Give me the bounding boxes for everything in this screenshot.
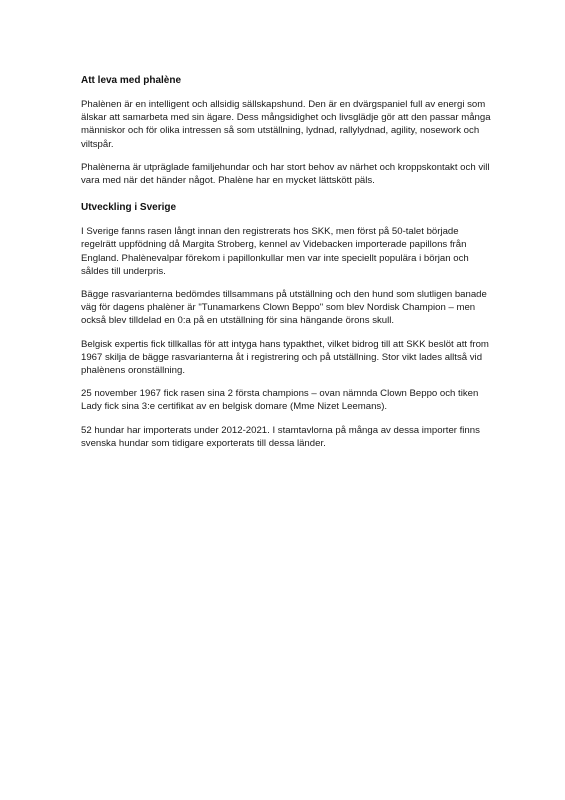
paragraph: Phalènen är en intelligent och allsidig sällskapshund. Den är en dvärgspaniel full av energi som älskar att samarbeta med sin ägare. Dess mångsidighet och livsglädje gör att den passar många människor och för olika intressen så som utställning, lydnad, rallylydnad, agility, nosework och viltspår. xyxy=(81,99,491,150)
paragraph: 52 hundar har importerats under 2012-2021. I stamtavlorna på många av dessa importer finns svenska hundar som tidigare exporterats till dessa länder. xyxy=(81,424,480,449)
paragraph: 25 november 1967 fick rasen sina 2 första champions – ovan nämnda Clown Beppo och tiken Lady fick sina 3:e certifikat av en belgisk domare (Mme Nizet Leemans). xyxy=(81,388,479,413)
paragraph: I Sverige fanns rasen långt innan den registrerats hos SKK, men först på 50-talet började regelrätt uppfödning då Margita Stroberg, kennel av Videbacken importerade papillons från England. Phalènevalpar förekom i papillonkullar men var inte speciellt populära i början och såldes till underpris. xyxy=(81,226,469,277)
paragraph: Bägge rasvarianterna bedömdes tillsammans på utställning och den hund som slutligen banade väg för dagens phalèner är "Tunamarkens Clown Beppo" som blev Nordisk Champion – men också blev tilldelad en 0:a på en utställning för sina hängande örons skull. xyxy=(81,289,487,327)
paragraph: Belgisk expertis fick tillkallas för att intyga hans typakthet, vilket bidrog till att SKK beslöt att from 1967 skilja de bägge rasvarianterna åt i registrering och på utställning. Stor vikt lades alltså vid phalènens oronställning. xyxy=(81,338,489,377)
paragraph: Phalènerna är utpräglade familjehundar och har stort behov av närhet och kroppskontakt och vill vara med när det händer något. Phalène har en mycket lättskött päls. xyxy=(81,161,490,187)
section-heading-living: Att leva med phalène xyxy=(81,75,182,86)
section-heading-sweden: Utveckling i Sverige xyxy=(81,202,177,214)
document-body xyxy=(81,74,491,460)
